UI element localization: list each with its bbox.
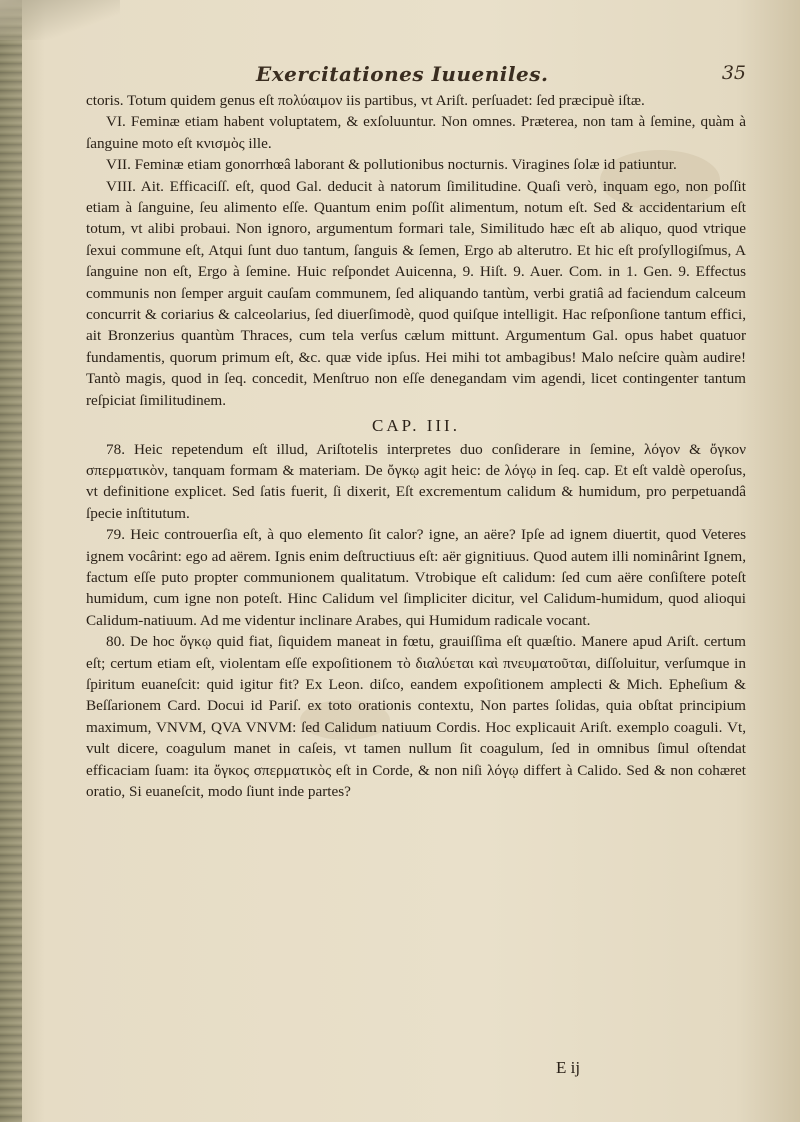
body-text (86, 90, 746, 802)
paragraph: VI. Feminæ etiam habent voluptatem, & exſoluuntur. Non omnes. Præterea, non tam à ſemine, quàm à ſanguine moto eſt κνισμὸς ille. (86, 113, 746, 152)
page-footer (0, 1058, 800, 1084)
paragraph: VIII. Ait. Efficaciſſ. eſt, quod Gal. deducit à natorum ſimilitudine. Quaſi verò, inquam ego, non poſſit etiam à ſanguine, ſeu alimento eſſe. Quantum enim poſſit alimentum, notum eſt. Sed & accidentarium eſt totum, vt alibi probaui. Non ignoro, argumentum formari tale, Similitudo hæc eſt ab aliquo, quod vtrique ſexui commune eſt, Atqui ſunt duo tantum, ſanguis & ſemen, Ergo ab alterutro. Et hic eſt proſyllogiſmus, A ſanguine non eſt, Ergo à ſemine. Huic reſpondet Auicenna, 9. Hiſt. 9. Auer. Com. in 1. Gen. 9. Effectus communis non ſemper arguit cauſam communem, ſed aliquando tantùm, verbi gratiâ ad faciendum calceum concurrit & coriarius & calceolarius, ſed diuerſimodè, quod quiſque intelligit. Hac reſponſione tantum effici, ait Bronzerius quantùm Thraces, cum tela verſus cælum mittunt. Argumentum Gal. opus habet quatuor fundamentis, quorum primum eſt, &c. quæ vide ipſus. Hei mihi tot ambagibus! Malo neſcire quàm audire! Tantò magis, quod in ſeq. concedit, Menſtruo non eſſe denegandam vim agendi, licet contingenter tantum reſpiciat ſimilitudinem. (86, 177, 746, 409)
page-number: 35 (721, 62, 746, 84)
paragraph: 80. De hoc ὄγκῳ quid fiat, ſiquidem maneat in fœtu, grauiſſima eſt quæſtio. Manere apud Ariſt. certum eſt; certum etiam eſt, violentam eſſe expoſitionem τὸ διαλύεται καὶ πνευματοῦται, diſſoluitur, verſumque in ſpiritum euaneſcit: quid igitur fit? Ex Leon. diſco, eandem expoſitionem amplecti & Mich. Epheſium & Beſſarionem Card. Docui id Pariſ. ex toto orationis contextu, Non partes ſolidas, quia obſtat principium maximum, VNVM, QVA VNVM: ſed Calidum natiuum Cordis. Hoc explicauit Ariſt. exemplo coaguli. Vt, vult dicere, coagulum manet in caſeis, vt tamen nullum ſit coagulum, ſed in omnibus ſimul oſtendat efficaciam ſuam: ita ὄγκος σπερματικὸς eſt in Corde, & non niſi λόγῳ differt à Calido. Sed & non cohæret oratio, Si euaneſcit, modo ſiunt inde partes? (86, 633, 746, 800)
chapter-heading: CAP. III. (372, 416, 460, 436)
paragraph: 78. Heic repetendum eſt illud, Ariſtotelis interpretes duo conſiderare in ſemine, λόγον & ὄγκον σπερματικὸν, tanquam formam & materiam. De ὄγκῳ agit heic: de λόγῳ in ſeq. cap. Et eſt valdè operoſus, vt definitione explicet. Sed ſatis fuerit, ſi dixerit, Eſt excrementum calidum & humidum, pro perpetuandâ ſpecie inſtitutum. (86, 440, 746, 522)
paragraph: ctoris. Totum quidem genus eſt πολύαιμον iis partibus, vt Ariſt. perſuadet: ſed præcipuè iſtæ. (86, 92, 645, 109)
page-header (86, 62, 746, 92)
binding-gutter (0, 0, 22, 1122)
signature-mark: E ij (556, 1058, 581, 1077)
paragraph: VII. Feminæ etiam gonorrhœâ laborant & pollutionibus nocturnis. Viragines ſolæ id patiuntur. (106, 156, 677, 174)
page-corner-shading (0, 0, 120, 40)
running-title: Exercitationes Iuueniles. (256, 62, 549, 86)
paragraph: 79. Heic controuerſia eſt, à quo elemento ſit calor? igne, an aëre? Ipſe ad ignem diuertit, quod Veteres ignem vocârint: ego ad aërem. Ignis enim deſtructiuus eſt: aër gignitiuus. Quod autem illi nominârint Ignem, factum eſſe puto propter communionem qualitatum. Vtrobique eſt calidum: ſed cum aëre conſiſtere poteſt humidum, cum igne non poteſt. Hinc Calidum vel ſimpliciter dicitur, vel Calidum-humidum, quod alioqui Calidum-natiuum. Ad me videntur inclinare Arabes, qui Humidum radicale vocant. (86, 526, 746, 629)
